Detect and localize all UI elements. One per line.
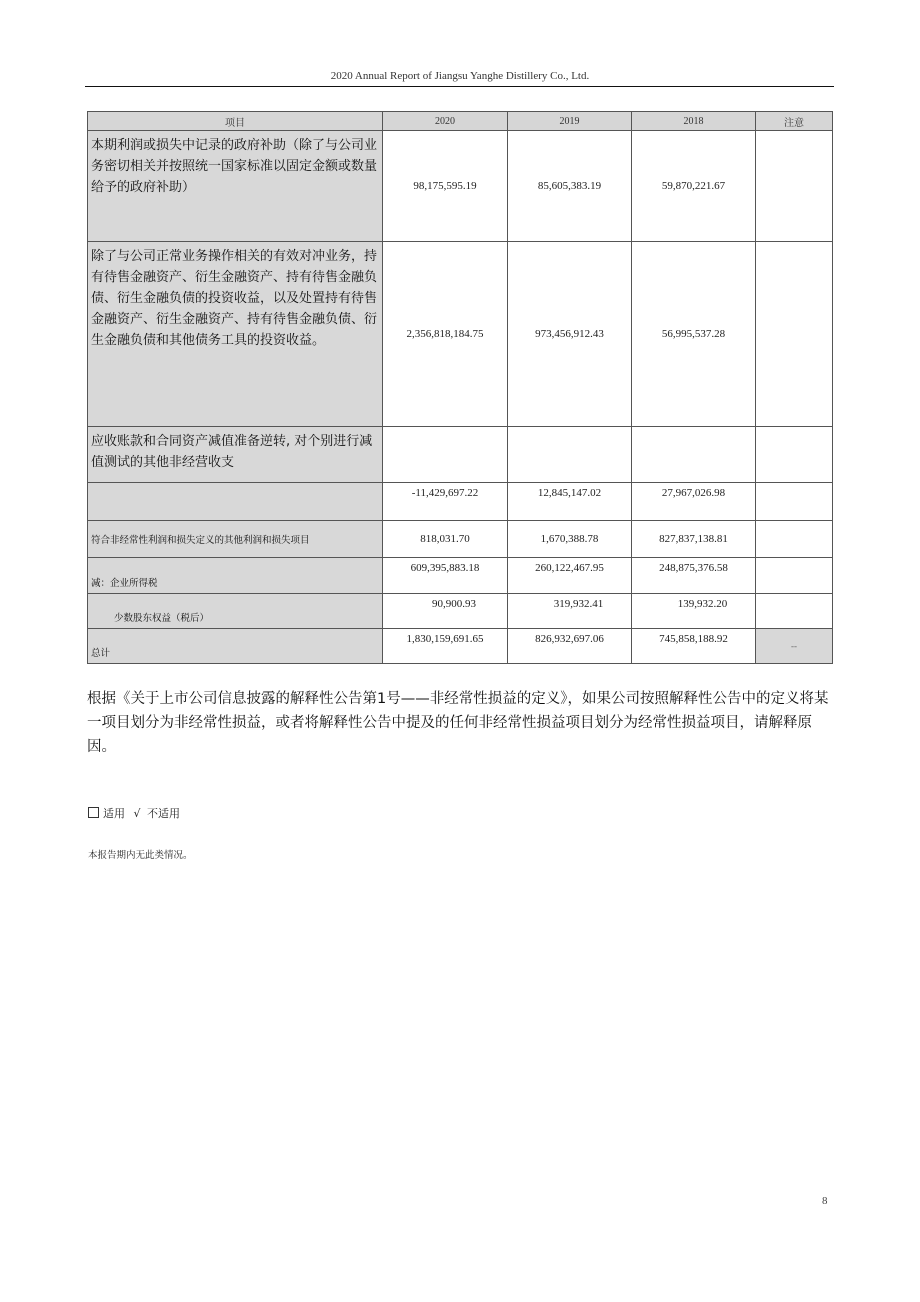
value-2020: -11,429,697.22: [383, 483, 508, 521]
table-row: [88, 131, 833, 242]
row-label: 应收账款和合同资产减值准备逆转, 对个别进行减值测试的其他非经营收支: [91, 434, 373, 470]
note-cell: --: [756, 629, 833, 664]
option-applicable: 适用: [103, 807, 125, 820]
value-2020: [383, 427, 508, 483]
value-2020: 818,031.70: [383, 521, 508, 558]
row-label-cell: [88, 521, 383, 558]
value-2020: 2,356,818,184.75: [383, 242, 508, 427]
page-number: 8: [822, 1195, 828, 1207]
value-2019: 319,932.41: [508, 594, 632, 629]
value-2019: 1,670,388.78: [508, 521, 632, 558]
column-header-2019: 2019: [508, 112, 632, 131]
table-row: [88, 629, 833, 664]
total-2018: 745,858,188.92: [632, 629, 756, 664]
value-2019: 85,605,383.19: [508, 131, 632, 242]
value-2018: 827,837,138.81: [632, 521, 756, 558]
value-2018: [632, 427, 756, 483]
header-divider: [85, 86, 834, 87]
value-2019: 12,845,147.02: [508, 483, 632, 521]
value-2018: 248,875,376.58: [632, 558, 756, 594]
note-cell: [756, 558, 833, 594]
non-recurring-items-table: [87, 111, 833, 664]
value-2018: 27,967,026.98: [632, 483, 756, 521]
note-cell: [756, 521, 833, 558]
row-label-cell: [88, 427, 383, 483]
row-label: [88, 483, 382, 491]
value-2019: 260,122,467.95: [508, 558, 632, 594]
table-row: [88, 521, 833, 558]
value-2018: 56,995,537.28: [632, 242, 756, 427]
total-2019: 826,932,697.06: [508, 629, 632, 664]
column-header-2020: 2020: [383, 112, 508, 131]
row-label: 本期利润或损失中记录的政府补助（除了与公司业务密切相关并按照统一国家标准以固定金额或数量给予的政府补助）: [91, 138, 378, 195]
row-label-cell: [88, 483, 383, 521]
row-label-cell: [88, 131, 383, 242]
note-cell: [756, 131, 833, 242]
table-row: [88, 594, 833, 629]
row-label-cell: [88, 594, 383, 629]
table-header-row: [88, 112, 833, 131]
row-label: 减：企业所得税: [91, 578, 158, 589]
value-2019: 973,456,912.43: [508, 242, 632, 427]
check-mark-icon: √: [133, 807, 141, 820]
row-label: 除了与公司正常业务操作相关的有效对冲业务，持有待售金融资产、衍生金融资产、持有待售金融负债、衍生金融负债的投资收益，以及处置持有待售金融资产、衍生金融资产、持有待售金融负债、衍生金融负债和其他债务工具的投资收益。: [91, 249, 378, 348]
row-label: 少数股东权益（税后）: [114, 613, 210, 624]
row-label: 符合非经常性利润和损失定义的其他利润和损失项目: [91, 535, 310, 546]
value-2020: 98,175,595.19: [383, 131, 508, 242]
table-row: [88, 483, 833, 521]
column-header-note: 注意: [756, 112, 833, 131]
note-cell: [756, 594, 833, 629]
value-2020: 609,395,883.18: [383, 558, 508, 594]
column-header-2018: 2018: [632, 112, 756, 131]
row-label-cell: [88, 242, 383, 427]
value-2018: 59,870,221.67: [632, 131, 756, 242]
explanation-paragraph: 根据《关于上市公司信息披露的解释性公告第1号——非经常性损益的定义》，如果公司按照解释性公告中的定义将某一项目划分为非经常性损益，或者将解释性公告中提及的任何非经常性损益项目划分为经常性损益项目，请解释原因。: [87, 691, 829, 755]
total-2020: 1,830,159,691.65: [383, 629, 508, 664]
table-row: [88, 427, 833, 483]
value-2018: 139,932.20: [632, 594, 756, 629]
row-label-cell: [88, 558, 383, 594]
row-label-cell: [88, 629, 383, 664]
no-such-case-note: 本报告期内无此类情况。: [88, 850, 193, 861]
note-cell: [756, 427, 833, 483]
row-label-total: 总计: [91, 648, 111, 659]
note-cell: [756, 483, 833, 521]
note-cell: [756, 242, 833, 427]
report-header: 2020 Annual Report of Jiangsu Yanghe Distillery Co., Ltd.: [330, 70, 590, 82]
option-not-applicable: 不适用: [147, 807, 181, 820]
column-header-item: 项目: [88, 112, 383, 131]
value-2020: 90,900.93: [383, 594, 508, 629]
applicability-line: [88, 805, 180, 821]
checkbox-icon: [88, 807, 99, 818]
table-row: [88, 242, 833, 427]
value-2019: [508, 427, 632, 483]
table-row: [88, 558, 833, 594]
